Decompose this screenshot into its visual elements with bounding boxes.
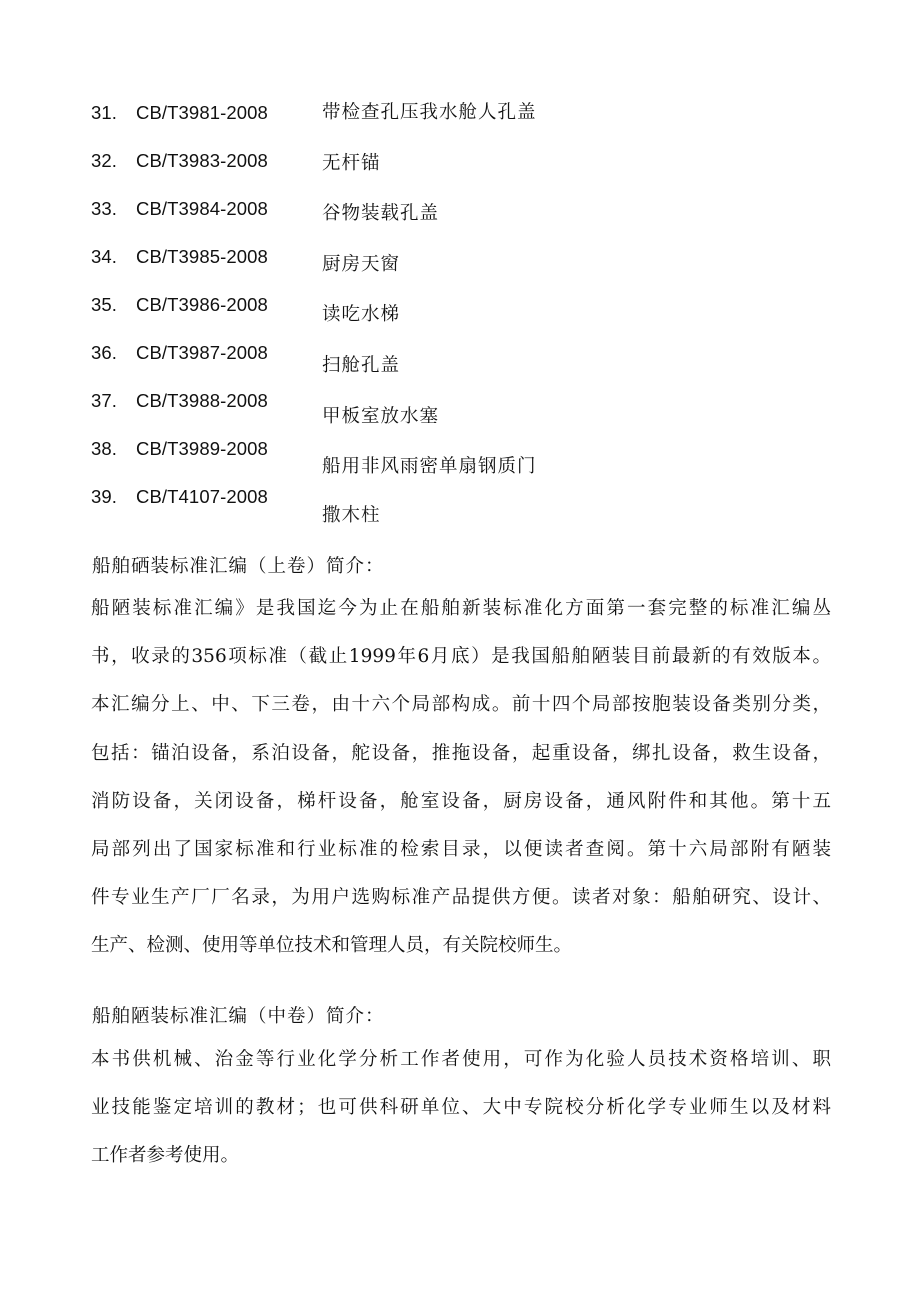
item-number: 39. — [91, 486, 118, 507]
standard-code: CB/T3989-2008 — [136, 438, 268, 459]
item-number: 34. — [91, 246, 118, 267]
standard-code: CB/T3985-2008 — [136, 246, 268, 267]
standard-title: 带检查孔压我水舱人孔盖 — [322, 102, 537, 123]
standard-row — [91, 338, 291, 386]
standard-code: CB/T3986-2008 — [136, 294, 268, 315]
standard-row — [91, 194, 291, 242]
clipped-standard-title — [322, 505, 522, 526]
paragraph-line: 工作者参考使用。 — [91, 1145, 240, 1167]
item-number: 33. — [91, 198, 118, 219]
standard-row — [91, 386, 291, 434]
paragraph-line: 本汇编分上、中、下三卷，由十六个局部构成。前十四个局部按胞装设备类别分类， — [91, 694, 831, 716]
standard-code: CB/T3988-2008 — [136, 390, 268, 411]
item-number: 37. — [91, 390, 118, 411]
item-number: 36. — [91, 342, 118, 363]
standard-row — [91, 242, 291, 290]
section-body-upper — [91, 594, 831, 980]
paragraph-line: 业技能鉴定培训的教材；也可供科研单位、大中专院校分析化学专业师生以及材料 — [91, 1097, 831, 1119]
standard-code: CB/T3981-2008 — [136, 102, 268, 123]
standard-title: 无杆锚 — [322, 152, 381, 174]
standard-number-column — [91, 98, 291, 530]
paragraph-line: 局部列出了国家标准和行业标准的检索目录，以便读者查阅。第十六局部附有陋装 — [91, 838, 831, 860]
standard-title: 甲板室放水塞 — [322, 405, 440, 427]
standard-title-column — [322, 98, 882, 503]
standard-row — [91, 482, 291, 530]
standard-title: 读吃水梯 — [322, 304, 401, 326]
section-body-middle — [91, 1045, 831, 1190]
item-number: 32. — [91, 150, 118, 171]
paragraph-line: 生产、检测、使用等单位技术和管理人员，有关院校师生。 — [91, 935, 573, 957]
section-heading-middle: 船舶陋装标准汇编（中卷）简介： — [92, 1006, 385, 1027]
paragraph-line: 书，收录的356项标准（截止1999年6月底）是我国船舶陋装目前最新的有效版本。 — [91, 646, 831, 668]
standard-code: CB/T4107-2008 — [136, 486, 268, 507]
standard-title: 厨房天窗 — [322, 253, 401, 275]
standard-code: CB/T3984-2008 — [136, 198, 268, 219]
item-number: 38. — [91, 438, 118, 459]
item-number: 35. — [91, 294, 118, 315]
standard-row — [91, 98, 291, 146]
standard-row — [91, 146, 291, 194]
paragraph-line: 消防设备，关闭设备，梯杆设备，舱室设备，厨房设备，通风附件和其他。第十五 — [91, 790, 831, 812]
standard-title: 谷物装载孔盖 — [322, 203, 440, 225]
standard-row — [91, 434, 291, 482]
standard-code: CB/T3983-2008 — [136, 150, 268, 171]
standard-title: 扫舱孔盖 — [322, 354, 401, 376]
standard-title: 撒木柱 — [322, 505, 381, 526]
standard-title: 船用非风雨密单扇钢质门 — [322, 456, 537, 478]
section-heading-upper: 船舶硒装标准汇编（上卷）简介： — [92, 556, 385, 577]
paragraph-line: 本书供机械、治金等行业化学分析工作者使用，可作为化验人员技术资格培训、职 — [91, 1049, 831, 1070]
paragraph-line: 船陋装标准汇编》是我国迄今为止在船舶新装标准化方面第一套完整的标准汇编丛 — [91, 598, 831, 619]
standard-row — [91, 290, 291, 338]
standard-code: CB/T3987-2008 — [136, 342, 268, 363]
paragraph-line: 包括：锚泊设备，系泊设备，舵设备，推拖设备，起重设备，绑扎设备，救生设备， — [91, 742, 831, 764]
item-number: 31. — [91, 102, 118, 123]
paragraph-line: 件专业生产厂厂名录，为用户选购标准产品提供方便。读者对象：船舶研究、设计、 — [91, 887, 831, 909]
